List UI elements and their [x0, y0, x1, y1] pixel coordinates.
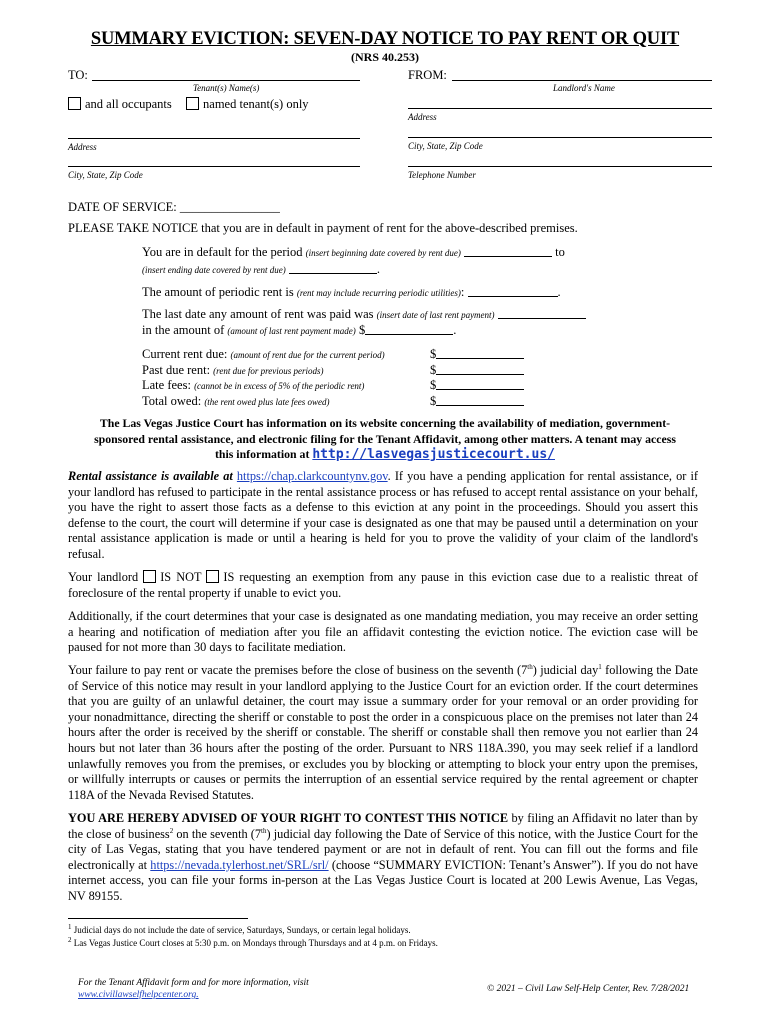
court-info: The Las Vegas Justice Court has information on its website concerning the availability of mediation, government- sponsored rental assistance, and electronic filing for the Tenant Affidavit, among other matters. A tenant may access this information at http://lasvegasjusticecourt.us/: [94, 416, 676, 462]
charge-row: Past due rent: (rent due for previous periods): [142, 363, 324, 377]
landlord-telephone-caption: Telephone Number: [408, 170, 476, 180]
from-label: FROM:: [408, 68, 447, 82]
named-tenants-checkbox[interactable]: [186, 97, 199, 110]
charge-row: Late fees: (cannot be in excess of 5% of the periodic rent): [142, 378, 365, 392]
current-rent-field[interactable]: [436, 348, 524, 359]
periodic-rent-line: The amount of periodic rent is (rent may include recurring periodic utilities): .: [142, 285, 561, 299]
document-title: SUMMARY EVICTION: SEVEN-DAY NOTICE TO PAY RENT OR QUIT: [90, 29, 680, 49]
tenant-city-caption: City, State, Zip Code: [68, 170, 143, 180]
footnote: $^2$ Las Vegas Justice Court closes at 5:30 p.m. on Mondays through Thursdays and at 4 p.m. on Fridays.: [68, 936, 438, 948]
default-period-line: You are in default for the period (insert beginning date covered by rent due) to: [142, 245, 565, 259]
landlord-name-line[interactable]: [452, 80, 712, 81]
periodic-rent-field[interactable]: [468, 286, 558, 297]
failure-paragraph: Your failure to pay rent or vacate the premises before the close of business on the seventh (7th) judicial day$^1$ following the Date of Service of this notice may result in your landlord applying to the Justice Court for an eviction order. If the court determines that you are guilty of an unlawful detainer, the court may issue a summary order for your removal or an order providing for your nonadmittance, directing the sheriff or constable to post the order in a conspicuous place on the premises not later than 24 hours after the order is received by the sheriff or constable. The sheriff or constable shall then remove you not earlier than 24 hours but not later than 36 hours after the posting of the order. Pursuant to NRS 118A.390, you may seek relief if a landlord unlawfully removes you from the premises, or excludes you by blocking or attempting to block your entry upon the premises, or willfully interrupts or causes or permits the interruption of an essential service required by the rental agreement or chapter 118A of the Nevada Revised Statutes.: [68, 662, 698, 802]
landlord-address-line[interactable]: [408, 108, 712, 109]
all-occupants-label: and all occupants: [85, 97, 172, 111]
exemption-paragraph: Your landlord IS NOT IS requesting an exemption from any pause in this eviction case due to a realistic threat of foreclosure of the rental property if unable to evict you.: [68, 570, 699, 600]
all-occupants-checkbox[interactable]: [68, 97, 81, 110]
charge-amount: $: [430, 394, 524, 409]
tenant-name-line[interactable]: [92, 80, 360, 81]
tenant-address-line[interactable]: [68, 138, 360, 139]
landlord-address-caption: Address: [408, 112, 437, 122]
is-not-checkbox[interactable]: [143, 570, 156, 583]
footer-left: For the Tenant Affidavit form and for more information, visit www.civillawselfhelpcenter.org.: [78, 978, 309, 1000]
notice-intro: PLEASE TAKE NOTICE that you are in default in payment of rent for the above-described premises.: [68, 221, 578, 235]
footer-copyright: © 2021 – Civil Law Self-Help Center, Rev. 7/28/2021: [487, 984, 690, 994]
charge-row: Total owed: (the rent owed plus late fees owed): [142, 394, 330, 408]
landlord-telephone-line[interactable]: [408, 166, 712, 167]
to-label: TO:: [68, 68, 88, 82]
right-to-contest-paragraph: YOU ARE HEREBY ADVISED OF YOUR RIGHT TO CONTEST THIS NOTICE by filing an Affidavit no later than by the close of business$^2$ on the seventh (7th) judicial day following the Date of Service of this notice, with the Justice Court for the city of Las Vegas, stating that you have tendered payment or are not in default of rent. You can fill out the forms and file electronically at https://nevada.tylerhost.net/SRL/srl/ (choose “SUMMARY EVICTION: Tenant’s Answer”). If you do not have internet access, you can file your forms in-person at the Las Vegas Justice Court is located at 200 Lewis Avenue, Las Vegas, NV 89155.: [68, 811, 698, 903]
charge-amount: $: [430, 378, 524, 393]
last-paid-amount-line: in the amount of (amount of last rent payment made) $ .: [142, 323, 457, 337]
landlord-city-caption: City, State, Zip Code: [408, 141, 483, 151]
rental-assistance-link[interactable]: https://chap.clarkcountynv.gov: [236, 469, 388, 483]
landlord-city-line[interactable]: [408, 137, 712, 138]
rental-assistance-paragraph: Rental assistance is available at https://chap.clarkcountynv.gov. If you have a pending application for rental assistance, or if your landlord has refused to participate in the rental assistance process or has refused to accept rental assistance on your behalf, you have the right to assert those facts as a defense to this eviction at any point in the proceedings. Should you assert this defense to the court, the court will determine if your case is designated as one that may be paused until a determination on your rental assistance application is made or until a hearing is held for you to prove the validity of your claim of the landlord's refusal.: [68, 469, 699, 561]
efile-link[interactable]: https://nevada.tylerhost.net/SRL/srl/: [150, 857, 329, 872]
last-paid-date-field[interactable]: [498, 308, 586, 319]
date-of-service: DATE OF SERVICE: ________________: [68, 200, 280, 214]
tenant-address-caption: Address: [68, 142, 97, 152]
named-tenants-label: named tenant(s) only: [203, 97, 309, 111]
total-owed-field[interactable]: [436, 395, 524, 406]
default-period-end-line: (insert ending date covered by rent due) .: [142, 262, 381, 276]
tenant-name-caption: Tenant(s) Name(s): [193, 83, 260, 93]
period-end-field[interactable]: [289, 263, 377, 274]
late-fees-field[interactable]: [436, 379, 524, 390]
period-begin-field[interactable]: [464, 246, 552, 257]
charge-amount: $: [430, 347, 524, 362]
footnote: $^1$ Judicial days do not include the date of service, Saturdays, Sundays, or certain legal holidays.: [68, 923, 411, 935]
charge-row: Current rent due: (amount of rent due for the current period): [142, 347, 385, 361]
last-paid-line: The last date any amount of rent was paid was (insert date of last rent payment): [142, 307, 586, 322]
tenant-city-line[interactable]: [68, 166, 360, 167]
is-checkbox[interactable]: [206, 570, 219, 583]
mediation-paragraph: Additionally, if the court determines that your case is designated as one mandating mediation, you may receive an order setting a hearing and notification of mediation after you file an affidavit contesting the eviction notice. The eviction case will be paused for not more than 30 days to facilitate mediation.: [68, 609, 698, 655]
landlord-name-caption: Landlord's Name: [553, 83, 615, 93]
past-due-field[interactable]: [436, 364, 524, 375]
self-help-center-link[interactable]: www.civillawselfhelpcenter.org.: [78, 990, 199, 1000]
justice-court-link[interactable]: http://lasvegasjusticecourt.us/: [312, 447, 555, 462]
occupants-options: [68, 97, 309, 112]
statute-reference: (NRS 40.253): [351, 50, 419, 64]
footnote-divider: [68, 918, 248, 919]
last-paid-amount-field[interactable]: [365, 324, 453, 335]
charge-amount: $: [430, 363, 524, 378]
